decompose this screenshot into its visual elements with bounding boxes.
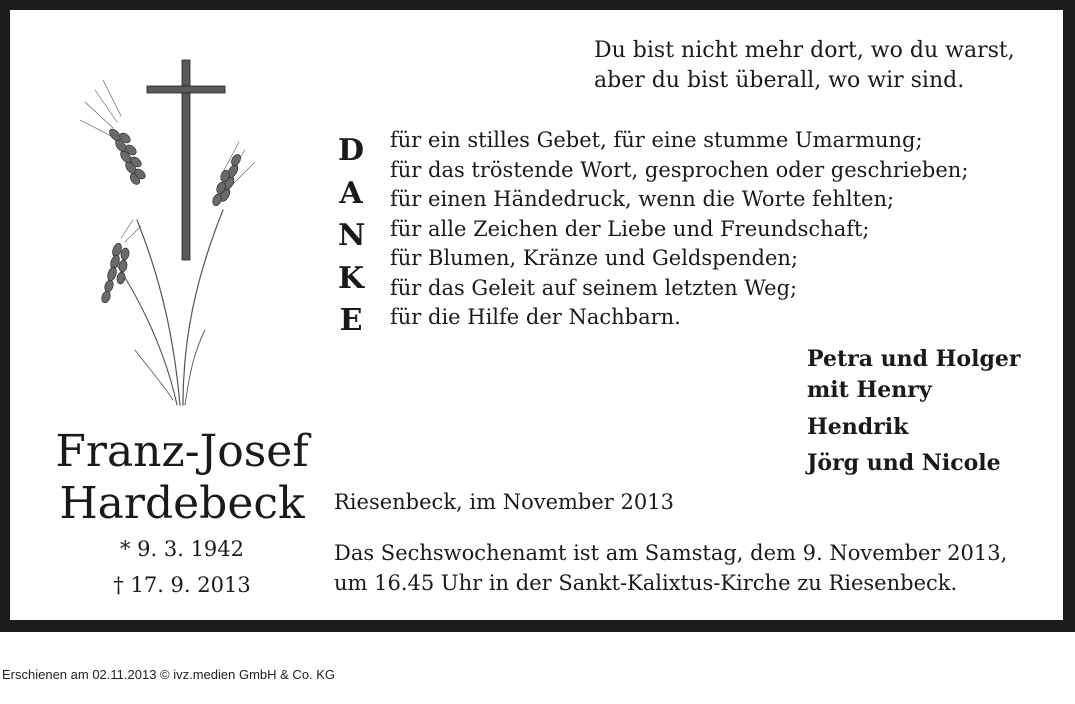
- service-announcement: [334, 538, 1007, 598]
- service-line: um 16.45 Uhr in der Sankt-Kalixtus-Kirche zu Riesenbeck.: [334, 571, 958, 595]
- danke-vertical-word: [338, 130, 364, 343]
- signer-line: Hendrik: [807, 414, 909, 440]
- danke-letter: A: [339, 175, 363, 211]
- notice-card: [10, 10, 1063, 620]
- thanks-line: für das Geleit auf seinem letzten Weg;: [390, 275, 798, 300]
- signer-line: Jörg und Nicole: [807, 450, 1001, 476]
- thanks-line: für das tröstende Wort, gesprochen oder geschrieben;: [390, 157, 969, 182]
- deceased-last-name: Hardebeck: [59, 478, 305, 529]
- thanks-line: für alle Zeichen der Liebe und Freundschaft;: [390, 216, 870, 241]
- danke-letter: E: [339, 303, 363, 338]
- deceased-first-name: Franz-Josef: [55, 426, 309, 477]
- thanks-line: für die Hilfe der Nachbarn.: [390, 305, 681, 329]
- service-line: Das Sechswochenamt ist am Samstag, dem 9. November 2013,: [334, 541, 1008, 565]
- death-date: † 17. 9. 2013: [113, 573, 251, 597]
- danke-letter: N: [338, 218, 366, 253]
- signer-line: Petra und Holger: [807, 346, 1021, 372]
- cross-with-wheat-ears-icon: [55, 50, 275, 410]
- publication-footer: Erschienen am 02.11.2013 © ivz.medien GmbH & Co. KG: [2, 667, 336, 682]
- danke-letter: D: [338, 133, 365, 168]
- danke-letter: K: [338, 260, 365, 296]
- signers: [807, 344, 1020, 481]
- thanks-line: für Blumen, Kränze und Geldspenden;: [390, 246, 799, 270]
- thanks-line: für ein stilles Gebet, für eine stumme Umarmung;: [390, 128, 923, 152]
- birth-date: * 9. 3. 1942: [119, 537, 245, 561]
- thanks-list: [390, 126, 968, 333]
- thanks-line: für einen Händedruck, wenn die Worte fehlten;: [390, 187, 895, 211]
- motto-line: Du bist nicht mehr dort, wo du warst,: [594, 38, 1015, 63]
- place-date: Riesenbeck, im November 2013: [334, 490, 674, 514]
- signer-line: mit Henry: [807, 377, 932, 403]
- motto-line: aber du bist überall, wo wir sind.: [594, 68, 965, 93]
- motto: [594, 36, 1015, 96]
